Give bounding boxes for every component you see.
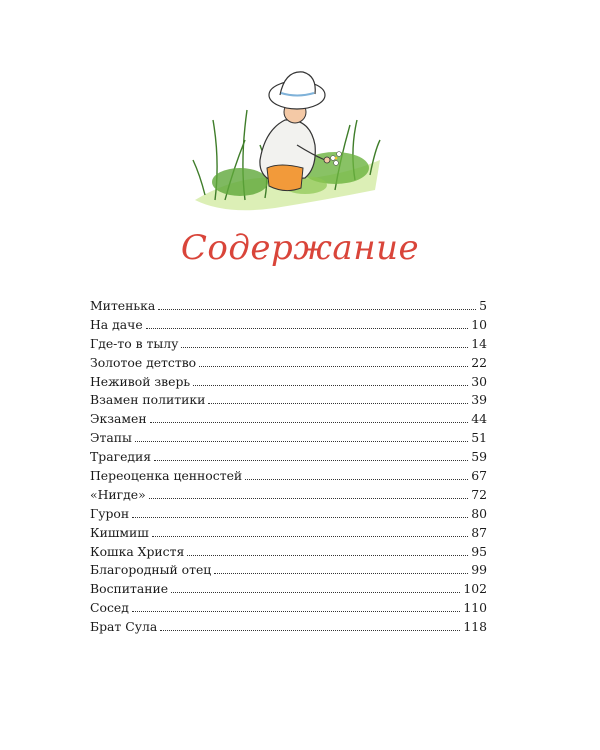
toc-entry[interactable] (90, 544, 487, 563)
toc-entry-title: Воспитание (90, 581, 169, 597)
toc-entry[interactable] (90, 317, 487, 336)
dot-leader (158, 308, 476, 310)
dot-leader (135, 440, 468, 442)
toc-entry[interactable] (90, 392, 487, 411)
toc-entry-title: Переоценка ценностей (90, 468, 243, 484)
toc-entry-page-number: 67 (471, 468, 487, 484)
toc-entry-title: Благородный отец (90, 562, 212, 578)
toc-entry-title: Этапы (90, 430, 132, 446)
child-in-garden-illustration (185, 50, 385, 220)
toc-entry-title: Где-то в тылу (90, 335, 179, 351)
toc-entry-title: Брат Сула (90, 619, 158, 635)
dot-leader (208, 402, 468, 404)
toc-entry-page-number: 59 (471, 449, 487, 465)
dot-leader (187, 554, 468, 556)
dot-leader (132, 516, 468, 518)
toc-entry-page-number: 118 (463, 619, 487, 635)
dot-leader (146, 327, 469, 329)
toc-entry-page-number: 110 (463, 600, 487, 616)
toc-entry[interactable] (90, 468, 487, 487)
toc-entry-page-number: 5 (479, 298, 487, 313)
toc-entry-page-number: 80 (471, 505, 487, 521)
toc-entry-title: «Нигде» (90, 486, 146, 502)
dot-leader (160, 629, 460, 631)
toc-entry[interactable] (90, 449, 487, 468)
toc-entry-page-number: 87 (471, 524, 487, 540)
toc-entry-title: Золотое детство (90, 354, 197, 370)
toc-entry-page-number: 39 (471, 392, 487, 408)
toc-entry-page-number: 44 (471, 411, 487, 427)
toc-entry-page-number: 99 (471, 562, 487, 578)
dot-leader (154, 459, 468, 461)
toc-entry-page-number: 102 (463, 581, 487, 597)
toc-entry-page-number: 30 (471, 373, 487, 389)
dot-leader (214, 572, 468, 574)
toc-entry[interactable] (90, 411, 487, 430)
toc-entry[interactable] (90, 298, 487, 317)
toc-entry-title: Сосед (90, 600, 129, 616)
toc-entry-title: Митенька (90, 298, 156, 313)
dot-leader (181, 346, 468, 348)
toc-entry[interactable] (90, 355, 487, 374)
toc-entry-title: Кишмиш (90, 524, 149, 540)
toc-entry[interactable] (90, 619, 487, 638)
toc-entry-title: Гурон (90, 505, 130, 521)
table-of-contents (90, 298, 487, 638)
page-title: Содержание (180, 228, 420, 268)
toc-entry[interactable] (90, 581, 487, 600)
toc-entry[interactable] (90, 430, 487, 449)
dot-leader (149, 497, 469, 499)
toc-entry-page-number: 51 (471, 430, 487, 446)
toc-entry-title: На даче (90, 316, 143, 332)
toc-entry[interactable] (90, 506, 487, 525)
toc-entry-title: Неживой зверь (90, 373, 191, 389)
toc-entry-page-number: 22 (471, 354, 487, 370)
toc-entry[interactable] (90, 600, 487, 619)
toc-entry-title: Трагедия (90, 449, 152, 465)
toc-entry[interactable] (90, 525, 487, 544)
dot-leader (152, 535, 468, 537)
toc-entry-page-number: 10 (471, 316, 487, 332)
toc-entry[interactable] (90, 374, 487, 393)
toc-entry[interactable] (90, 336, 487, 355)
dot-leader (150, 421, 469, 423)
dot-leader (245, 478, 468, 480)
dot-leader (199, 365, 468, 367)
toc-entry[interactable] (90, 562, 487, 581)
toc-entry[interactable] (90, 487, 487, 506)
dot-leader (132, 610, 461, 612)
toc-entry-title: Взамен политики (90, 392, 206, 408)
toc-entry-page-number: 14 (471, 335, 487, 351)
toc-entry-title: Экзамен (90, 411, 147, 427)
toc-entry-title: Кошка Христя (90, 543, 185, 559)
dot-leader (171, 591, 460, 593)
toc-entry-page-number: 95 (471, 543, 487, 559)
toc-entry-page-number: 72 (471, 486, 487, 502)
dot-leader (193, 384, 468, 386)
